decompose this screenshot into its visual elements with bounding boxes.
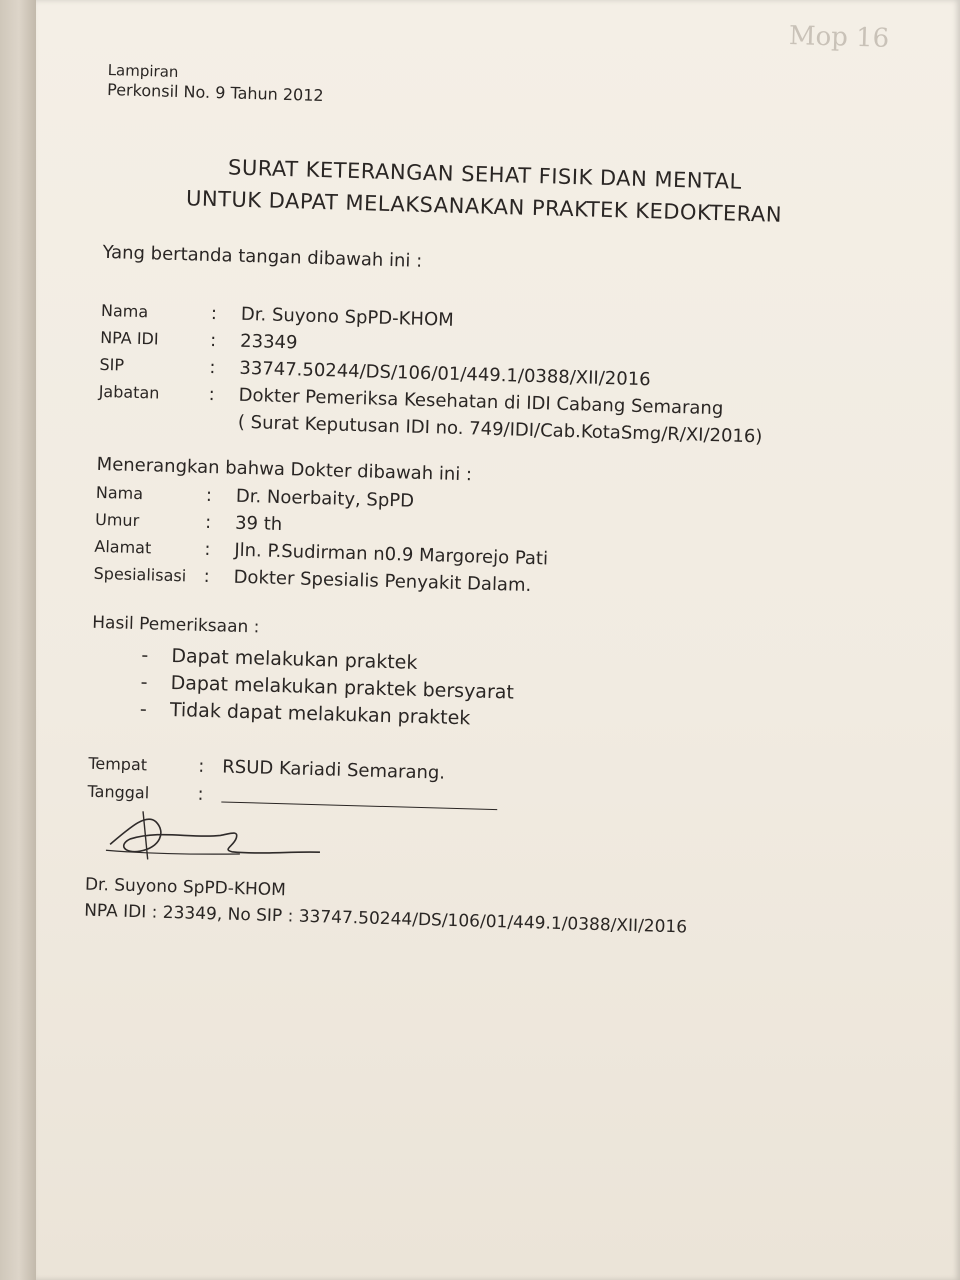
place-label: Tempat (88, 753, 148, 775)
field-colon: : (205, 484, 213, 507)
field-label: Spesialisasi (93, 563, 187, 586)
result-option-label: Tidak dapat melakukan praktek (169, 698, 471, 730)
field-colon: : (203, 565, 210, 588)
bullet-dash: - (141, 644, 149, 667)
subject-info (93, 479, 856, 608)
field-value: Dr. Suyono SpPD-KHOM (240, 303, 454, 331)
field-colon: : (208, 383, 216, 406)
document-content (83, 21, 890, 945)
attachment-reference (107, 60, 868, 121)
subject-intro: Menerangkan bahwa Dokter dibawah ini : (96, 453, 473, 486)
field-value: 39 th (234, 512, 283, 536)
field-colon: : (210, 302, 218, 325)
signer-credentials: NPA IDI : 23349, No SIP : 33747.50244/DS/106/01/449.1/0388/XII/2016 (83, 900, 688, 938)
field-colon: : (197, 783, 204, 805)
book-binding (0, 0, 38, 1280)
field-value: 23349 (239, 330, 298, 354)
field-colon: : (209, 356, 216, 379)
field-label: SIP (99, 354, 125, 375)
field-colon: : (204, 538, 211, 561)
field-label: Umur (94, 509, 140, 531)
field-colon: : (204, 511, 212, 534)
result-option-label: Dapat melakukan praktek bersyarat (170, 671, 515, 704)
intro-text: Yang bertanda tangan dibawah ini : (102, 241, 423, 272)
position-decree: ( Surat Keputusan IDI no. 749/IDI/Cab.KotaSmg/R/XI/2016) (237, 411, 763, 448)
field-label: Alamat (94, 536, 152, 558)
signer-block (84, 872, 845, 945)
bullet-dash: - (139, 698, 148, 721)
exam-result-options (139, 642, 851, 743)
position-title: Dokter Pemeriksa Kesehatan di IDI Cabang Semarang (238, 384, 724, 420)
field-value: 33747.50244/DS/106/01/449.1/0388/XII/2016 (239, 357, 651, 391)
field-label: Nama (100, 300, 149, 322)
document-title (104, 148, 865, 233)
attachment-label: Lampiran (107, 60, 179, 81)
signer-info (98, 297, 861, 453)
field-label: Jabatan (98, 381, 160, 403)
field-value: Dr. Noerbaity, SpPD (235, 485, 415, 512)
title-line-2: UNTUK DAPAT MELAKSANAKAN PRAKTEK KEDOKTERAN (185, 186, 783, 227)
field-colon: : (198, 755, 205, 777)
handwritten-corner-note: Mop 16 (788, 21, 890, 54)
field-colon: : (209, 329, 217, 352)
exam-result-label: Hasil Pemeriksaan : (92, 612, 260, 638)
bullet-dash: - (140, 671, 148, 694)
field-value: Jln. P.Sudirman n0.9 Margorejo Pati (234, 539, 549, 570)
regulation-reference: Perkonsil No. 9 Tahun 2012 (106, 79, 324, 106)
signer-name: Dr. Suyono SpPD-KHOM (84, 874, 287, 901)
result-option-label: Dapat melakukan praktek (171, 645, 418, 674)
document-page (36, 0, 960, 1280)
handwritten-signature (100, 806, 331, 868)
title-line-1: SURAT KETERANGAN SEHAT FISIK DAN MENTAL (227, 155, 743, 194)
field-label: NPA IDI (99, 327, 159, 349)
field-label: Nama (95, 482, 144, 504)
place-value: RSUD Kariadi Semarang. (222, 756, 446, 784)
date-label: Tanggal (87, 781, 150, 803)
field-value: Dokter Spesialis Penyakit Dalam. (233, 566, 532, 597)
